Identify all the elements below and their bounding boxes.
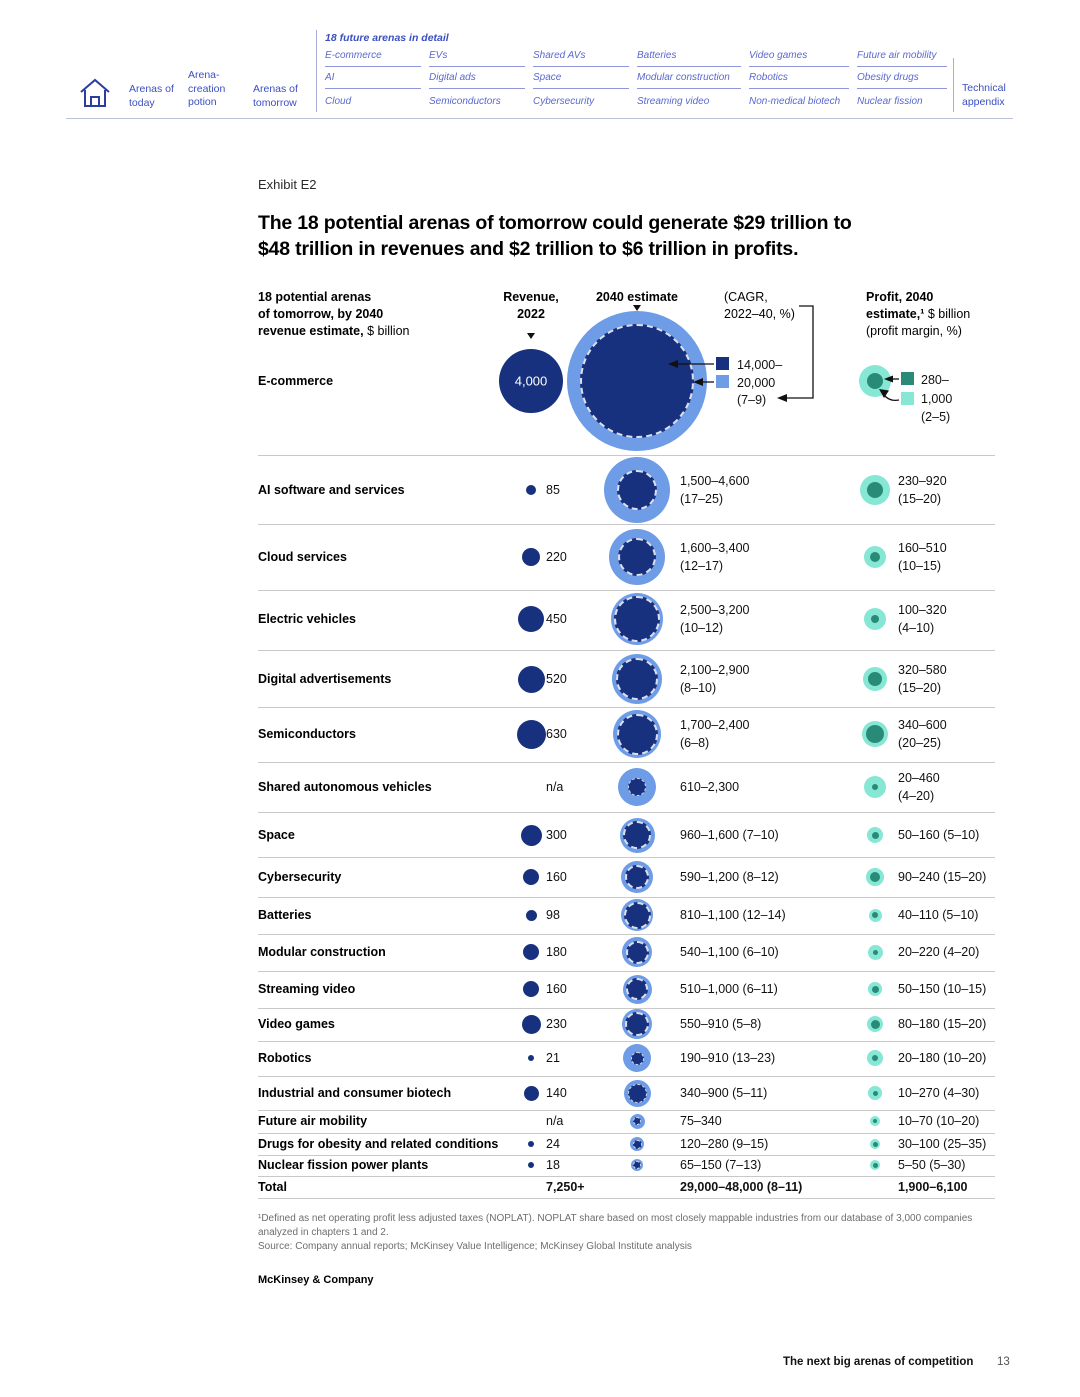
revenue-bubble bbox=[518, 666, 545, 693]
profit-value: 100–320 (4–10) bbox=[898, 603, 947, 635]
row-label: Streaming video bbox=[258, 982, 356, 996]
estimate-bubble-inner bbox=[633, 1161, 641, 1169]
estimate-value: 65–150 (7–13) bbox=[680, 1158, 762, 1172]
exhibit-label: Exhibit E2 bbox=[258, 177, 317, 192]
profit-bubble-inner bbox=[873, 1091, 878, 1096]
estimate-value: 120–280 (9–15) bbox=[680, 1137, 769, 1151]
profit-bubble-inner bbox=[872, 784, 878, 790]
row-label: Batteries bbox=[258, 908, 312, 922]
estimate-bubble-inner bbox=[580, 324, 694, 438]
legend-profit-low: 280– bbox=[921, 373, 949, 387]
estimate-bubble-inner bbox=[618, 538, 656, 576]
nav-arena-link[interactable]: Future air mobility bbox=[857, 50, 947, 67]
estimate-bubble-inner bbox=[628, 1084, 647, 1103]
revenue-bubble bbox=[528, 1141, 534, 1147]
row-separator bbox=[258, 590, 995, 591]
nav-arena-link[interactable]: Digital ads bbox=[429, 72, 525, 89]
profit-bubble-inner bbox=[871, 1020, 880, 1029]
nav-divider-right bbox=[953, 58, 954, 112]
legend-profit-margin: (2–5) bbox=[921, 410, 951, 424]
estimate-bubble-inner bbox=[633, 1140, 642, 1149]
nav-arena-link[interactable]: Modular construction bbox=[637, 72, 741, 89]
row-separator bbox=[258, 1008, 995, 1009]
revenue-value: 180 bbox=[546, 945, 567, 959]
nav-arena-link[interactable]: Shared AVs bbox=[533, 50, 629, 67]
revenue-bubble bbox=[517, 720, 546, 749]
estimate-value: 1,500–4,600 (17–25) bbox=[680, 474, 750, 506]
estimate-bubble-inner bbox=[616, 658, 658, 700]
revenue-value: 18 bbox=[546, 1158, 560, 1172]
row-separator bbox=[258, 707, 995, 708]
legend-square-profit-low bbox=[901, 372, 914, 385]
profit-value: 40–110 (5–10) bbox=[898, 908, 979, 922]
row-separator bbox=[258, 1076, 995, 1077]
header-rule bbox=[66, 118, 1013, 119]
source-note: Source: Company annual reports; McKinsey Value Intelligence; McKinsey Global Institute analysis bbox=[258, 1241, 692, 1252]
revenue-bubble bbox=[522, 548, 540, 566]
nav-item-arenas-of-tomorrow[interactable]: Arenas of tomorrow bbox=[253, 83, 298, 109]
nav-divider-left bbox=[316, 30, 317, 112]
revenue-bubble bbox=[499, 349, 563, 413]
revenue-bubble bbox=[523, 944, 539, 960]
estimate-value: 550–910 (5–8) bbox=[680, 1017, 762, 1031]
footnote: ¹Defined as net operating profit less adjusted taxes (NOPLAT). NOPLAT share based on most closely mappable industries from our database of 3,000 companies analyzed in chapters 1 and 2. bbox=[258, 1213, 973, 1238]
profit-value: 5–50 (5–30) bbox=[898, 1158, 966, 1172]
revenue-value: 450 bbox=[546, 612, 567, 626]
profit-value: 20–460 (4–20) bbox=[898, 771, 940, 803]
row-separator bbox=[258, 1133, 995, 1134]
nav-arena-link[interactable]: Nuclear fission bbox=[857, 96, 923, 107]
revenue-value: 160 bbox=[546, 870, 567, 884]
revenue-value: 630 bbox=[546, 727, 567, 741]
total-profit: 1,900–6,100 bbox=[898, 1180, 968, 1194]
row-label: E-commerce bbox=[258, 374, 334, 388]
revenue-value: 24 bbox=[546, 1137, 560, 1151]
row-label: Video games bbox=[258, 1017, 335, 1031]
row-separator bbox=[258, 1110, 995, 1111]
profit-bubble-inner bbox=[873, 1163, 878, 1168]
profit-bubble-inner bbox=[868, 672, 882, 686]
profit-value: 340–600 (20–25) bbox=[898, 718, 947, 750]
estimate-bubble-inner bbox=[623, 821, 651, 849]
profit-bubble-inner bbox=[873, 950, 878, 955]
profit-bubble-inner bbox=[873, 1142, 878, 1147]
legend-square-estimate-low bbox=[716, 357, 729, 370]
nav-arena-link[interactable]: Cloud bbox=[325, 96, 352, 107]
profit-bubble-inner bbox=[872, 832, 879, 839]
profit-bubble-inner bbox=[872, 912, 878, 918]
legend-square-profit-high bbox=[901, 392, 914, 405]
row-label: Robotics bbox=[258, 1051, 312, 1065]
estimate-bubble-inner bbox=[633, 1117, 641, 1125]
estimate-bubble-inner bbox=[628, 778, 646, 796]
nav-arena-link[interactable]: Video games bbox=[749, 50, 849, 67]
total-revenue: 7,250+ bbox=[546, 1180, 585, 1194]
estimate-bubble-inner bbox=[624, 902, 651, 929]
profit-value: 50–150 (10–15) bbox=[898, 982, 987, 996]
profit-bubble-inner bbox=[867, 373, 883, 389]
estimate-value: 1,600–3,400 (12–17) bbox=[680, 541, 750, 573]
total-label: Total bbox=[258, 1180, 287, 1194]
revenue-bubble bbox=[526, 910, 537, 921]
row-separator bbox=[258, 897, 995, 898]
revenue-value: 220 bbox=[546, 550, 567, 564]
row-separator bbox=[258, 650, 995, 651]
profit-value: 20–180 (10–20) bbox=[898, 1051, 987, 1065]
estimate-bubble-inner bbox=[614, 596, 660, 642]
row-separator bbox=[258, 1041, 995, 1042]
row-separator bbox=[258, 762, 995, 763]
brand-logo: McKinsey & Company bbox=[258, 1274, 374, 1286]
estimate-value: 810–1,100 (12–14) bbox=[680, 908, 786, 922]
row-label: Electric vehicles bbox=[258, 612, 356, 626]
profit-bubble-inner bbox=[873, 1119, 877, 1123]
home-icon[interactable] bbox=[76, 74, 114, 112]
row-label: Space bbox=[258, 828, 295, 842]
title-line-1: The 18 potential arenas of tomorrow could generate $29 trillion to bbox=[258, 212, 852, 234]
column-header-revenue-2022: Revenue, 2022 bbox=[503, 290, 559, 321]
legend-estimate-high: 20,000 bbox=[737, 376, 776, 390]
row-separator bbox=[258, 812, 995, 813]
profit-bubble-inner bbox=[872, 1055, 878, 1061]
column-header-cagr: (CAGR, 2022–40, %) bbox=[724, 290, 795, 321]
revenue-value: 520 bbox=[546, 672, 567, 686]
estimate-value: 610–2,300 bbox=[680, 780, 740, 794]
nav-arena-link[interactable]: Non-medical biotech bbox=[749, 96, 841, 107]
revenue-bubble bbox=[522, 1015, 541, 1034]
revenue-value: 300 bbox=[546, 828, 567, 842]
estimate-value: 340–900 (5–11) bbox=[680, 1086, 768, 1100]
row-label: Modular construction bbox=[258, 945, 386, 959]
row-separator bbox=[258, 971, 995, 972]
row-separator bbox=[258, 857, 995, 858]
row-label: Semiconductors bbox=[258, 727, 356, 741]
profit-value: 50–160 (5–10) bbox=[898, 828, 980, 842]
profit-value: 160–510 (10–15) bbox=[898, 541, 947, 573]
nav-arena-link[interactable]: Batteries bbox=[637, 50, 741, 67]
nav-arena-link[interactable]: Space bbox=[533, 72, 629, 89]
revenue-bubble bbox=[526, 485, 536, 495]
row-label: Drugs for obesity and related conditions bbox=[258, 1137, 499, 1151]
nav-item-arena-creation[interactable]: Arena-creation potion bbox=[188, 69, 226, 108]
row-separator bbox=[258, 934, 995, 935]
row-label: Shared autonomous vehicles bbox=[258, 780, 432, 794]
legend-estimate-cagr: (7–9) bbox=[737, 393, 767, 407]
estimate-bubble-inner bbox=[617, 714, 658, 755]
row-separator bbox=[258, 1176, 995, 1177]
footer-report-title: The next big arenas of competition bbox=[783, 1356, 974, 1368]
estimate-value: 2,500–3,200 (10–12) bbox=[680, 603, 750, 635]
column-header-arenas: 18 potential arenas of tomorrow, by 2040 revenue estimate, $ billion bbox=[258, 290, 410, 338]
estimate-bubble-inner bbox=[625, 1012, 649, 1036]
legend-square-estimate-high bbox=[716, 375, 729, 388]
profit-value: 10–70 (10–20) bbox=[898, 1114, 980, 1128]
estimate-bubble-inner bbox=[625, 865, 649, 889]
revenue-bubble bbox=[521, 825, 542, 846]
revenue-bubble bbox=[524, 1086, 539, 1101]
profit-bubble-inner bbox=[866, 725, 884, 743]
footer-page-number: 13 bbox=[997, 1356, 1010, 1368]
column-header-profit: Profit, 2040 estimate,¹ $ billion (profit margin, %) bbox=[866, 290, 971, 338]
estimate-value: 960–1,600 (7–10) bbox=[680, 828, 779, 842]
row-label: AI software and services bbox=[258, 483, 405, 497]
profit-value: 20–220 (4–20) bbox=[898, 945, 980, 959]
nav-arena-link[interactable]: EVs bbox=[429, 50, 525, 67]
estimate-value: 510–1,000 (6–11) bbox=[680, 982, 778, 996]
estimate-value: 590–1,200 (8–12) bbox=[680, 870, 779, 884]
row-label: Digital advertisements bbox=[258, 672, 392, 686]
revenue-bubble bbox=[528, 1055, 534, 1061]
estimate-bubble-inner bbox=[617, 470, 657, 510]
revenue-value: n/a bbox=[546, 1114, 564, 1128]
nav-item-arenas-of-today[interactable]: Arenas of today bbox=[129, 83, 174, 109]
profit-value: 90–240 (15–20) bbox=[898, 870, 987, 884]
profit-value: 230–920 (15–20) bbox=[898, 474, 947, 506]
profit-bubble-inner bbox=[870, 872, 880, 882]
row-separator bbox=[258, 524, 995, 525]
nav-arena-link[interactable]: Semiconductors bbox=[429, 96, 501, 107]
nav-arena-link[interactable]: Obesity drugs bbox=[857, 72, 947, 89]
estimate-value: 2,100–2,900 (8–10) bbox=[680, 663, 750, 695]
profit-value: 10–270 (4–30) bbox=[898, 1086, 980, 1100]
nav-arena-link[interactable]: E-commerce bbox=[325, 50, 421, 67]
revenue-value: 98 bbox=[546, 908, 560, 922]
row-separator bbox=[258, 455, 995, 456]
nav-arena-link[interactable]: Cybersecurity bbox=[533, 96, 595, 107]
profit-bubble-inner bbox=[870, 552, 880, 562]
profit-value: 80–180 (15–20) bbox=[898, 1017, 987, 1031]
legend-estimate-low: 14,000– bbox=[737, 358, 783, 372]
legend-profit-high: 1,000 bbox=[921, 392, 953, 406]
row-label: Nuclear fission power plants bbox=[258, 1158, 429, 1172]
profit-value: 30–100 (25–35) bbox=[898, 1137, 987, 1151]
estimate-bubble-inner bbox=[626, 941, 649, 964]
profit-value: 320–580 (15–20) bbox=[898, 663, 947, 695]
profit-bubble-inner bbox=[872, 986, 879, 993]
nav-arena-link[interactable]: Streaming video bbox=[637, 96, 710, 107]
column-header-2040-estimate: 2040 estimate bbox=[595, 290, 678, 304]
page-title bbox=[258, 210, 958, 262]
revenue-bubble bbox=[528, 1162, 534, 1168]
row-label: Industrial and consumer biotech bbox=[258, 1086, 452, 1100]
revenue-bubble bbox=[518, 606, 544, 632]
total-estimate: 29,000–48,000 (8–11) bbox=[680, 1180, 803, 1194]
revenue-value: 160 bbox=[546, 982, 567, 996]
revenue-value: 21 bbox=[546, 1051, 560, 1065]
nav-arena-link[interactable]: Robotics bbox=[749, 72, 849, 89]
nav-detail-label: 18 future arenas in detail bbox=[325, 32, 449, 44]
row-label: Cloud services bbox=[258, 550, 347, 564]
estimate-value: 75–340 bbox=[680, 1114, 722, 1128]
estimate-value: 190–910 (13–23) bbox=[680, 1051, 776, 1065]
revenue-value: n/a bbox=[546, 780, 564, 794]
estimate-value: 1,700–2,400 (6–8) bbox=[680, 718, 750, 750]
row-separator bbox=[258, 1155, 995, 1156]
row-label: Cybersecurity bbox=[258, 870, 342, 884]
revenue-bubble bbox=[523, 869, 539, 885]
row-separator bbox=[258, 1198, 995, 1199]
estimate-bubble-inner bbox=[626, 978, 648, 1000]
profit-bubble-inner bbox=[871, 615, 879, 623]
estimate-value: 540–1,100 (6–10) bbox=[680, 945, 779, 959]
revenue-value: 230 bbox=[546, 1017, 567, 1031]
nav-arena-link[interactable]: AI bbox=[325, 72, 421, 89]
row-label: Future air mobility bbox=[258, 1114, 368, 1128]
nav-item-technical-appendix[interactable]: Technical appendix bbox=[962, 82, 1006, 108]
revenue-value: 85 bbox=[546, 483, 560, 497]
revenue-value: 4,000 bbox=[514, 373, 548, 389]
revenue-value: 140 bbox=[546, 1086, 567, 1100]
profit-bubble-inner bbox=[867, 482, 883, 498]
revenue-pointer-icon bbox=[527, 333, 535, 339]
estimate-bubble-inner bbox=[631, 1052, 644, 1065]
revenue-bubble bbox=[523, 981, 539, 997]
title-line-2: $48 trillion in revenues and $2 trillion to $6 trillion in profits. bbox=[258, 238, 799, 260]
